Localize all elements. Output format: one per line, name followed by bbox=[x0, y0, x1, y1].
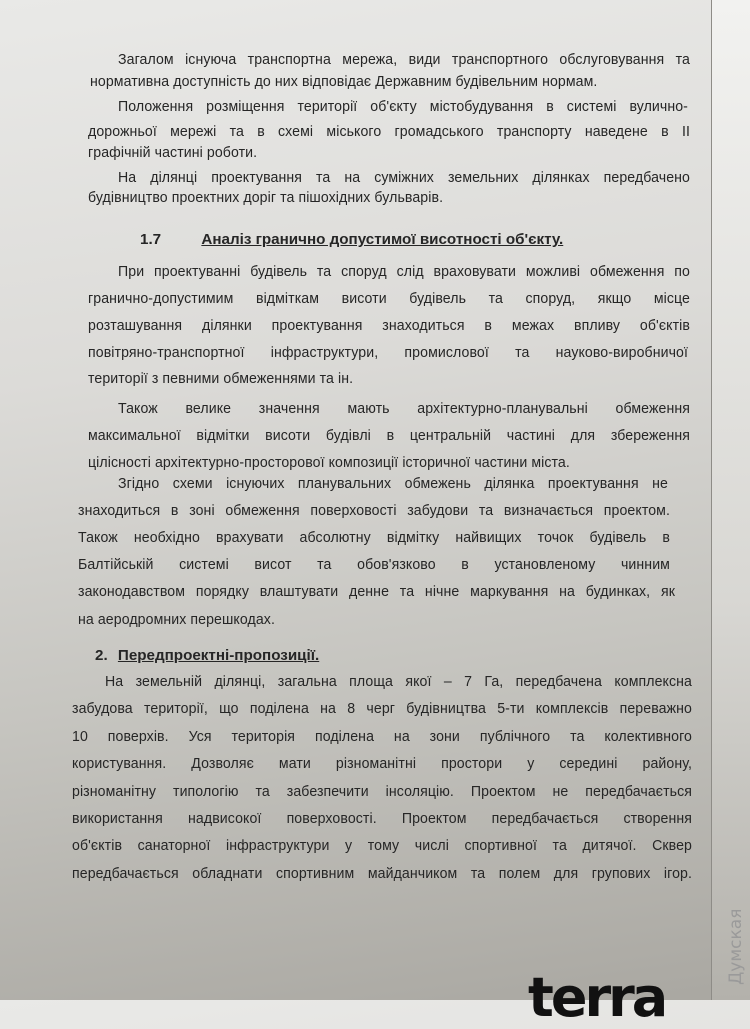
section-2-paragraph-line: різноманітну типологію та забезпечити інсоляцію. Проектом не передбачається bbox=[72, 783, 692, 800]
intro-paragraph-line: графічній частині роботи. bbox=[88, 144, 258, 161]
intro-paragraph-line: нормативна доступність до них відповідає Державним будівельним нормам. bbox=[90, 73, 598, 90]
section-1-7-paragraph-line: законодавством порядку влаштувати денне та нічне маркування на будинках, як bbox=[78, 583, 675, 600]
section-2-paragraph-line: забудова території, що поділена на 8 черг будівництва 5-ти комплексів переважно bbox=[72, 700, 692, 717]
section-1-7-paragraph-line: території з певними обмеженнями та ін. bbox=[88, 370, 354, 387]
section-2-paragraph-line: передбачається обладнати спортивним майданчиком та полем для групових ігор. bbox=[72, 865, 692, 882]
intro-paragraph-line: будівництво проектних доріг та пішохідних бульварів. bbox=[88, 189, 444, 206]
terra-logo: terra bbox=[528, 966, 666, 1029]
section-2-paragraph-line: користування. Дозволяє мати різноманітні простори у середині району, bbox=[72, 755, 692, 772]
section-1-7-paragraph-line: повітряно-транспортної інфраструктури, промислової та науково-виробничої bbox=[88, 344, 688, 361]
section-1-7-paragraph-line: Також велике значення мають архітектурно-планувальні обмеження bbox=[118, 400, 690, 417]
section-1-7-paragraph-line: При проектуванні будівель та споруд слід враховувати можливі обмеження по bbox=[118, 263, 690, 280]
section-number: 2. bbox=[95, 647, 108, 664]
watermark: Думская bbox=[726, 908, 746, 985]
section-2-paragraph-line: використання надвисокої поверховості. Проектом передбачається створення bbox=[72, 810, 692, 827]
section-1-7-paragraph-line: на аеродромних перешкодах. bbox=[78, 611, 275, 628]
page-edge bbox=[711, 0, 750, 1000]
section-heading-1-7 bbox=[140, 231, 563, 249]
section-2-paragraph-line: На земельній ділянці, загальна площа якої – 7 Га, передбачена комплексна bbox=[105, 673, 692, 690]
intro-paragraph-line: дорожньої мережі та в схемі міського громадського транспорту наведене в II bbox=[88, 123, 690, 140]
section-1-7-paragraph-line: цілісності архітектурно-просторової композиції історичної частини міста. bbox=[88, 454, 570, 471]
intro-paragraph-line: На ділянці проектування та на суміжних земельних ділянках передбачено bbox=[118, 169, 690, 186]
section-1-7-paragraph-line: розташування ділянки проектування знаходиться в межах впливу об'єктів bbox=[88, 317, 690, 334]
section-1-7-paragraph-line: Балтійській системі висот та обов'язково в установленому чинним bbox=[78, 556, 670, 573]
intro-paragraph-line: Загалом існуюча транспортна мережа, види транспортного обслуговування та bbox=[118, 51, 690, 68]
section-1-7-paragraph-line: максимальної відмітки висоти будівлі в центральній частині для збереження bbox=[88, 427, 690, 444]
section-1-7-paragraph-line: Згідно схеми існуючих планувальних обмежень ділянка проектування не bbox=[118, 475, 668, 492]
intro-paragraph-line: Положення розміщення території об'єкту містобудування в системі вулично- bbox=[118, 98, 688, 115]
section-1-7-paragraph-line: гранично-допустимим відміткам висоти будівель та споруд, якщо місце bbox=[88, 290, 690, 307]
section-title: Передпроектні-пропозиції. bbox=[117, 647, 320, 664]
section-1-7-paragraph-line: знаходиться в зоні обмеження поверховості забудови та визначається проектом. bbox=[78, 502, 670, 519]
section-title: Аналіз гранично допустимої висотності об'єкту. bbox=[201, 231, 564, 248]
section-2-paragraph-line: об'єктів санаторної інфраструктури у тому числі спортивної та дитячої. Сквер bbox=[72, 837, 692, 854]
section-2-paragraph-line: 10 поверхів. Уся територія поділена на зони публічного та колективного bbox=[72, 728, 692, 745]
section-1-7-paragraph-line: Також необхідно врахувати абсолютну відмітку найвищих точок будівель в bbox=[78, 529, 670, 546]
section-number: 1.7 bbox=[140, 231, 162, 248]
section-heading-2 bbox=[95, 647, 319, 665]
